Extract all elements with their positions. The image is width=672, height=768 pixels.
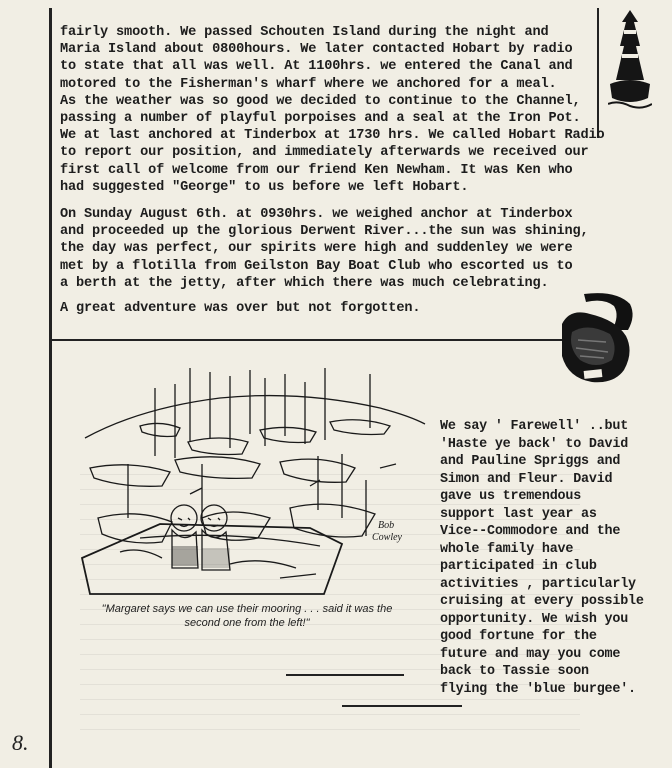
caption-underline-rule — [286, 674, 404, 676]
page-number: 8. — [12, 730, 29, 755]
article-paragraph-3: A great adventure was over but not forgotten. — [60, 301, 421, 317]
marina-cartoon-illustration — [80, 368, 430, 596]
article-body — [60, 24, 608, 317]
cartoon-caption: "Margaret says we can use their mooring . . . said it was the second one from the left!" — [101, 603, 393, 629]
section-divider-rule — [50, 339, 598, 341]
buoy-icon — [608, 6, 652, 116]
lantern-icon — [556, 290, 638, 388]
article-paragraph-1: fairly smooth. We passed Schouten Island during the night and Maria Island about 0800hours. We later contacted Hobart by radio to state that all was well. At 1100hrs. we entered the Canal and motored to the Fisherman's wharf where we anchored for a meal. As the weather was so good we decided to continue to the Channel, passing a number of playful porpoises and a seal at the Iron Pot. We at last anchored at Tinderbox at 1730 hrs. We called Hobart Radio to report our position, and immediately afterwards we received our first call of welcome from our friend Ken Newham. It was Ken who had suggested "George" to us before we left Hobart. — [60, 25, 605, 195]
cartoon-signature-first: Bob — [378, 520, 395, 531]
farewell-text: We say ' Farewell' ..but 'Haste ye back' to David and Pauline Spriggs and Simon and Fleur. David gave us tremendous support last year as Vice--Commodore and the whole family have participated in club activities , particularly cruising at every possible opportunity. We wish you good fortune for the future and may you come back to Tassie soon flying the 'blue burgee'. — [440, 419, 644, 697]
cartoon-signature-last: Cowley — [372, 532, 402, 543]
footer-rule — [342, 705, 462, 707]
left-border-rule — [49, 8, 52, 768]
farewell-column — [440, 418, 672, 698]
article-paragraph-2: On Sunday August 6th. at 0930hrs. we weighed anchor at Tinderbox and proceeded up the glorious Derwent River...the sun was shining, the day was perfect, our spirits were high and suddenley we were met by a flotilla from Geilston Bay Boat Club who escorted us to a berth at the jetty, after which there was much celebrating. — [60, 207, 589, 291]
